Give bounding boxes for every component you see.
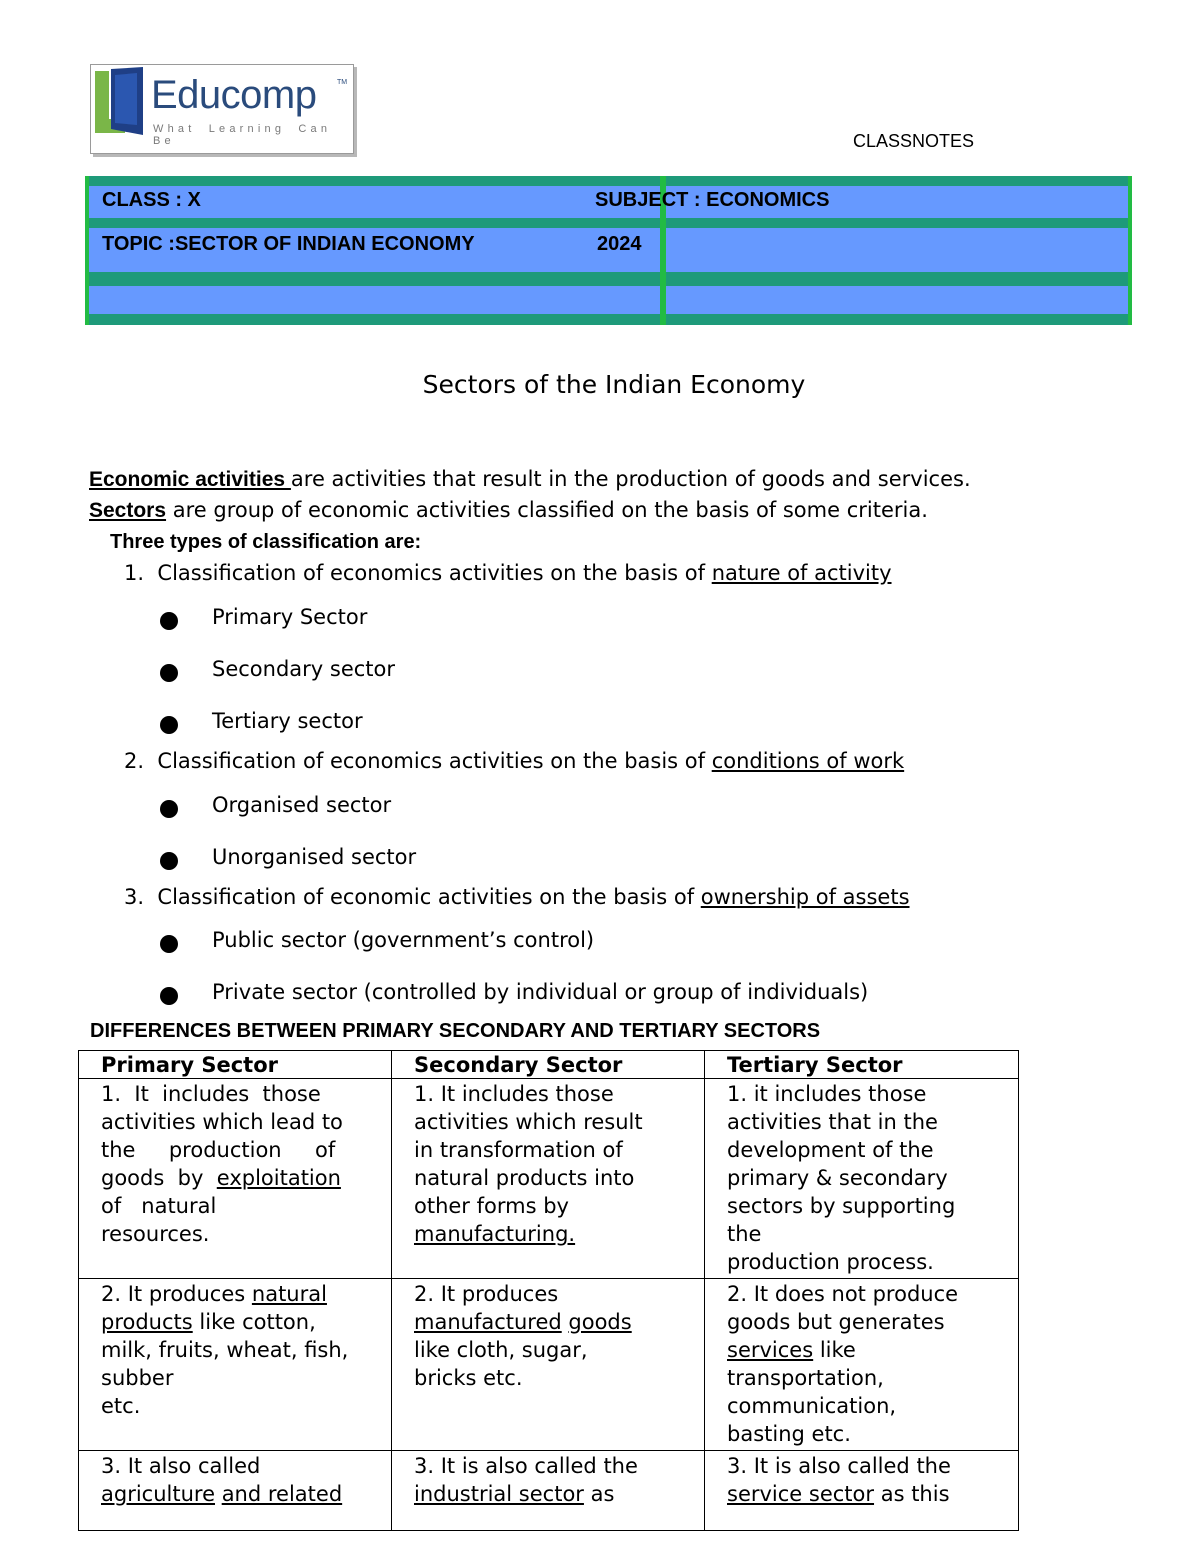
cell-line: 2. It does not produce [727, 1282, 959, 1306]
cell-line [727, 1480, 1000, 1508]
table-cell [79, 1451, 392, 1531]
cell-line-underlined: manufacturing. [414, 1222, 576, 1246]
list-item-primary-sector: Primary Sector [212, 605, 368, 629]
cell-line: 1. It includes those [101, 1082, 321, 1106]
classification-1-text: Classification of economics activities on the basis of [157, 561, 712, 585]
classification-2 [124, 749, 904, 773]
cell-text: like cotton, [192, 1310, 316, 1334]
cell-line: activities which result [414, 1110, 643, 1134]
table-cell [392, 1279, 705, 1451]
sectors-comparison-table [78, 1050, 1019, 1531]
cell-line: production process. [727, 1250, 934, 1274]
year-label: 2024 [597, 233, 642, 255]
table-cell [705, 1079, 1019, 1279]
table-cell [79, 1079, 392, 1279]
cell-line: like cloth, sugar, [414, 1338, 588, 1362]
bullet-icon [160, 800, 178, 818]
classification-2-text: Classification of economics activities on the basis of [157, 749, 712, 773]
cell-text: like [813, 1338, 856, 1362]
class-label: CLASS : X [102, 189, 201, 211]
sectors-definition [89, 498, 928, 523]
table-header-row [79, 1051, 1019, 1079]
bullet-icon [160, 716, 178, 734]
classification-3-basis: ownership of assets [700, 885, 910, 909]
topic-label: TOPIC :SECTOR OF INDIAN ECONOMY [102, 233, 475, 255]
cell-line [727, 1336, 1000, 1364]
header-cell-year [666, 228, 1128, 272]
cell-line [101, 1480, 373, 1508]
classnotes-label: CLASSNOTES [853, 131, 975, 151]
cell-text-underlined: industrial sector [414, 1482, 584, 1506]
header-right-edge [1128, 176, 1132, 325]
cell-text: as [583, 1482, 615, 1506]
subject-text: SUBJECT : ECONOMICS [595, 189, 830, 211]
bullet-icon [160, 935, 178, 953]
cell-line: subber [101, 1366, 174, 1390]
sectors-text: are group of economic activities classified on the basis of some criteria. [166, 498, 928, 522]
cell-line: sectors by supporting [727, 1194, 956, 1218]
table-row [79, 1079, 1019, 1279]
door-logo-icon [93, 67, 149, 149]
cell-line: bricks etc. [414, 1366, 523, 1390]
cell-text-underlined: agriculture [101, 1482, 215, 1506]
differences-heading: DIFFERENCES BETWEEN PRIMARY SECONDARY AND TERTIARY SECTORS [90, 1020, 821, 1042]
sectors-term: Sectors [89, 499, 167, 522]
cell-line: resources. [101, 1222, 210, 1246]
cell-text-underlined: manufactured [414, 1310, 562, 1334]
logo-name: Educomp [151, 73, 317, 117]
list-item-private-sector: Private sector (controlled by individual or group of individuals) [212, 980, 869, 1004]
list-item-organised-sector: Organised sector [212, 793, 392, 817]
cell-line: development of the [727, 1138, 934, 1162]
cell-line: 3. It also called [101, 1454, 261, 1478]
economic-activities-term: Economic activities [89, 468, 291, 491]
header-left-edge [85, 176, 89, 325]
cell-text-underlined: service sector [727, 1482, 875, 1506]
cell-line: 1. It includes those [414, 1082, 614, 1106]
header-primary-sector: Primary Sector [79, 1051, 392, 1079]
classification-1 [124, 561, 892, 585]
cell-text-underlined: goods [568, 1310, 632, 1334]
list-item-public-sector: Public sector (government’s control) [212, 928, 595, 952]
header-tertiary-sector: Tertiary Sector [705, 1051, 1019, 1079]
classification-2-number: 2. [124, 749, 145, 773]
cell-line: the production of [101, 1138, 336, 1162]
classification-1-number: 1. [124, 561, 145, 585]
cell-line: the [727, 1222, 762, 1246]
three-types-heading: Three types of classification are: [110, 531, 422, 553]
cell-line: primary & secondary [727, 1166, 948, 1190]
classification-2-basis: conditions of work [711, 749, 905, 773]
cell-text-underlined: products [101, 1310, 193, 1334]
list-item-secondary-sector: Secondary sector [212, 657, 396, 681]
economic-activities-text: are activities that result in the production of goods and services. [290, 467, 971, 491]
cell-line: 3. It is also called the [727, 1454, 951, 1478]
cell-line: of natural [101, 1194, 217, 1218]
cell-line: transportation, [727, 1366, 884, 1390]
header-cell-empty-left [89, 286, 660, 314]
bullet-icon [160, 664, 178, 682]
list-item-unorganised-sector: Unorganised sector [212, 845, 417, 869]
cell-text: goods by [101, 1166, 217, 1190]
header-cell-empty-right [666, 286, 1128, 314]
cell-line: 2. It produces [414, 1282, 559, 1306]
cell-line: in transformation of [414, 1138, 623, 1162]
cell-line: basting etc. [727, 1422, 851, 1446]
table-cell [79, 1279, 392, 1451]
cell-line: communication, [727, 1394, 897, 1418]
list-item-tertiary-sector: Tertiary sector [212, 709, 363, 733]
cell-text: as this [874, 1482, 950, 1506]
classification-3-text: Classification of economic activities on the basis of [157, 885, 701, 909]
table-cell [392, 1079, 705, 1279]
cell-line: milk, fruits, wheat, fish, [101, 1338, 349, 1362]
cell-text: 2. It produces [101, 1282, 252, 1306]
bullet-icon [160, 852, 178, 870]
cell-line [101, 1164, 373, 1192]
logo-trademark: TM [337, 79, 348, 86]
classification-3-number: 3. [124, 885, 145, 909]
cell-line: activities which lead to [101, 1110, 343, 1134]
cell-line: goods but generates [727, 1310, 945, 1334]
table-row [79, 1279, 1019, 1451]
cell-line [101, 1308, 373, 1336]
cell-line: etc. [101, 1394, 141, 1418]
cell-line: other forms by [414, 1194, 569, 1218]
cell-line: natural products into [414, 1166, 635, 1190]
classification-1-basis: nature of activity [711, 561, 892, 585]
economic-activities-definition [89, 467, 971, 492]
cell-line: 1. it includes those [727, 1082, 927, 1106]
table-cell [705, 1451, 1019, 1531]
logo-tagline: What Learning Can Be [153, 123, 332, 147]
bullet-icon [160, 987, 178, 1005]
educomp-logo [90, 64, 354, 154]
bullet-icon [160, 612, 178, 630]
cell-line [101, 1280, 373, 1308]
classification-3 [124, 885, 910, 909]
cell-text-underlined: services [727, 1338, 814, 1362]
table-cell [392, 1451, 705, 1531]
cell-text-underlined: exploitation [216, 1166, 341, 1190]
table-cell [705, 1279, 1019, 1451]
cell-text-underlined: and related [221, 1482, 343, 1506]
header-table [85, 176, 1132, 325]
header-secondary-sector: Secondary Sector [392, 1051, 705, 1079]
cell-line: activities that in the [727, 1110, 938, 1134]
table-row [79, 1451, 1019, 1531]
cell-line: 3. It is also called the [414, 1454, 638, 1478]
cell-line [414, 1308, 686, 1336]
page-title: Sectors of the Indian Economy [422, 370, 806, 399]
cell-line [414, 1480, 686, 1508]
cell-text-underlined: natural [251, 1282, 327, 1306]
